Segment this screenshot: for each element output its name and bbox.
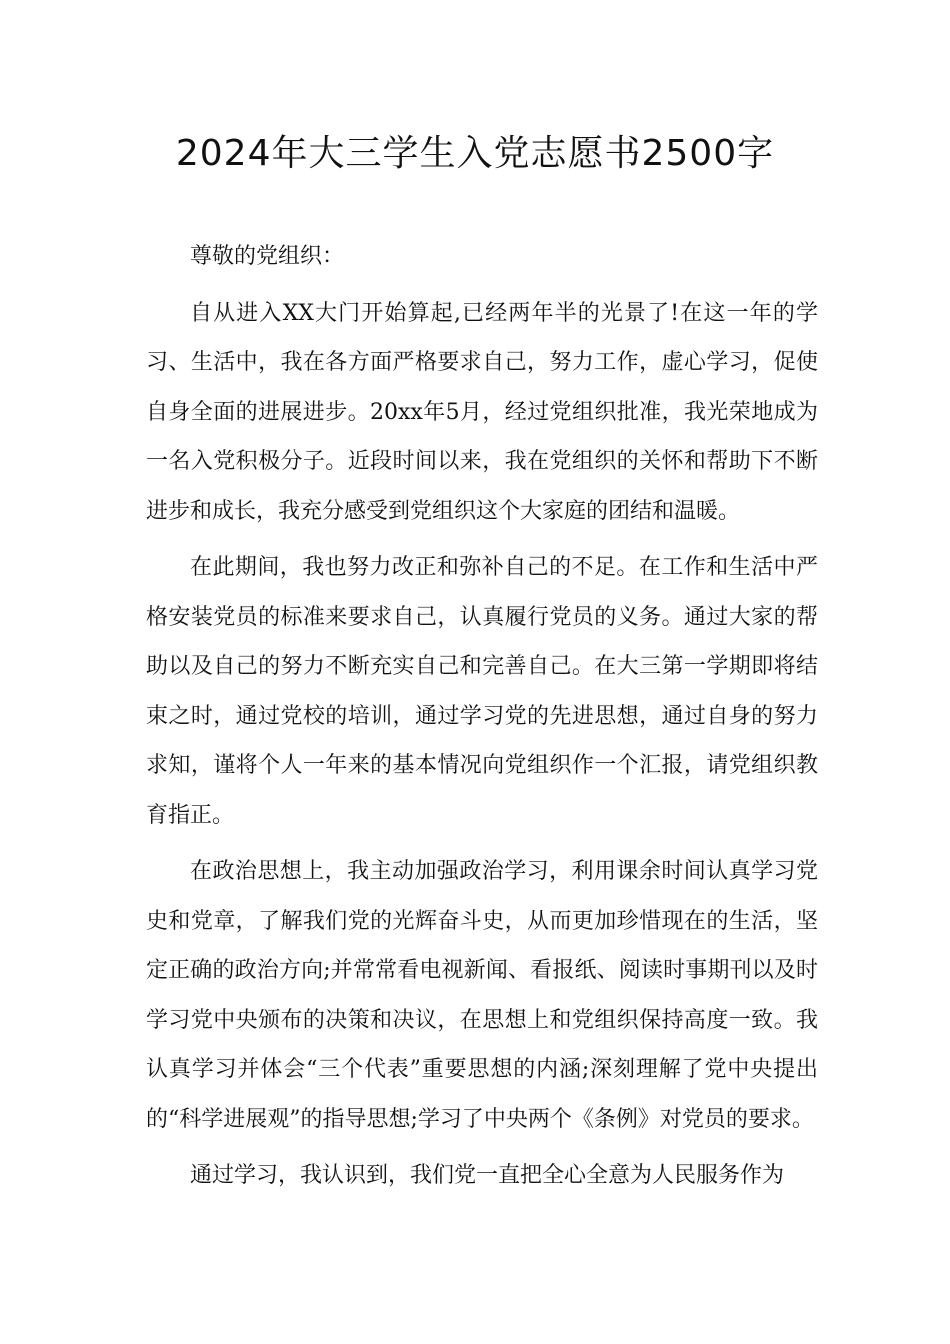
paragraph-3: 在政治思想上，我主动加强政治学习，利用课余时间认真学习党史和党章，了解我们党的光辉奋斗史，从而更加珍惜现在的生活，坚定正确的政治方向;并常常看电视新闻、看报纸、阅读时事期刊以及时学习党中央颁布的决策和决议，在思想上和党组织保持高度一致。我认真学习并体会“三个代表”重要思想的内涵;深刻理解了党中央提出的“科学进展观”的指导思想;学习了中央两个《条例》对党员的要求。 — [146, 859, 818, 1132]
salutation: 尊敬的党组织： — [190, 244, 345, 269]
document-body — [146, 232, 818, 1201]
paragraph-4: 通过学习，我认识到，我们党一直把全心全意为人民服务作为 — [190, 1163, 785, 1188]
paragraph-1: 自从进入XX大门开始算起,已经两年半的光景了!在这一年的学习、生活中，我在各方面严格要求自己，努力工作，虚心学习，促使自身全面的进展进步。20xx年5月，经过党组织批准，我光荣地成为一名入党积极分子。近段时间以来，我在党组织的关怀和帮助下不断进步和成长，我充分感受到党组织这个大家庭的团结和温暖。 — [146, 300, 818, 524]
document-title: 2024年大三学生入党志愿书2500字 — [175, 133, 775, 174]
paragraph-2: 在此期间，我也努力改正和弥补自己的不足。在工作和生活中严格安装党员的标准来要求自己，认真履行党员的义务。通过大家的帮助以及自己的努力不断充实自己和完善自己。在大三第一学期即将结束之时，通过党校的培训，通过学习党的先进思想，通过自身的努力求知，谨将个人一年来的基本情况向党组织作一个汇报，请党组织教育指正。 — [146, 555, 818, 828]
